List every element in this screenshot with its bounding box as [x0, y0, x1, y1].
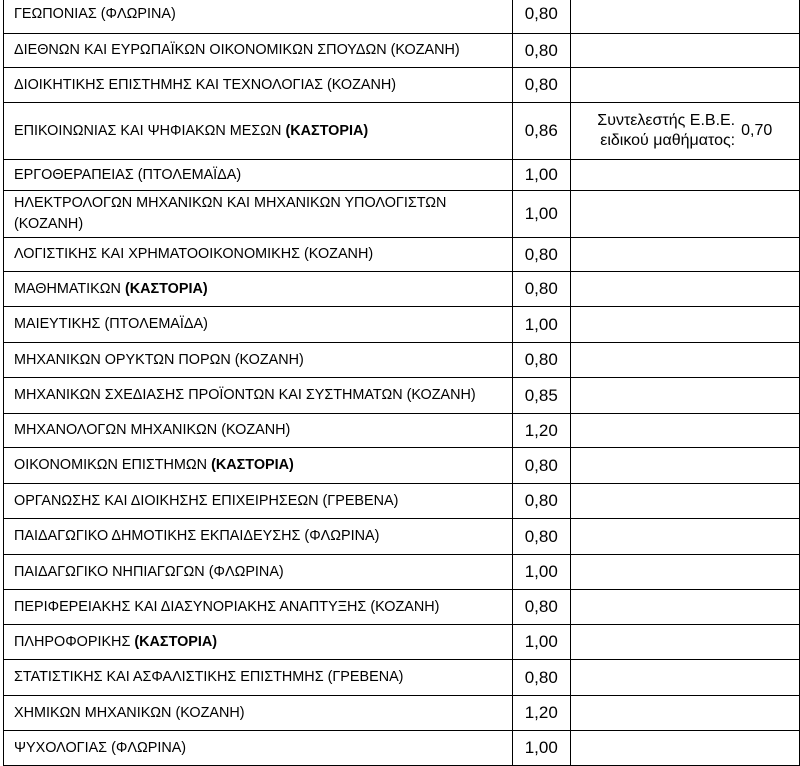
department-name: ΜΗΧΑΝΙΚΩΝ ΣΧΕΔΙΑΣΗΣ ΠΡΟΪΟΝΤΩΝ ΚΑΙ ΣΥΣΤΗΜΑΤΩΝ (ΚΟΖΑΝΗ): [14, 387, 476, 403]
department-name: ΕΡΓΟΘΕΡΑΠΕΙΑΣ (ΠΤΟΛΕΜΑΪΔΑ): [14, 166, 242, 183]
table-row: [4, 448, 800, 484]
department-name: ΜΗΧΑΝΙΚΩΝ ΟΡΥΚΤΩΝ ΠΟΡΩΝ (ΚΟΖΑΝΗ): [14, 351, 304, 368]
note-cell: [570, 731, 799, 766]
note-cell: [570, 307, 799, 343]
department-cell: [4, 103, 513, 160]
department-name: ΛΟΓΙΣΤΙΚΗΣ ΚΑΙ ΧΡΗΜΑΤΟΟΙΚΟΝΟΜΙΚΗΣ (ΚΟΖΑΝΗ): [14, 246, 374, 262]
note-cell: [570, 625, 799, 660]
table-row: [4, 696, 800, 731]
department-name: ΨΥΧΟΛΟΓΙΑΣ (ΦΛΩΡΙΝΑ): [14, 739, 187, 756]
department-cell: [4, 448, 513, 484]
coefficient-cell: 0,86: [512, 103, 570, 160]
coefficient-cell: 0,80: [512, 343, 570, 378]
department-cell: [4, 660, 513, 696]
coefficient-cell: 1,00: [512, 191, 570, 238]
coefficient-cell: 0,80: [512, 448, 570, 484]
note-cell: [570, 0, 799, 34]
department-name: ΕΠΙΚΟΙΝΩΝΙΑΣ ΚΑΙ ΨΗΦΙΑΚΩΝ ΜΕΣΩΝ: [14, 122, 286, 139]
department-name: ΠΕΡΙΦΕΡΕΙΑΚΗΣ ΚΑΙ ΔΙΑΣΥΝΟΡΙΑΚΗΣ ΑΝΑΠΤΥΞΗΣ (ΚΟΖΑΝΗ): [14, 598, 440, 615]
coefficient-cell: 0,85: [512, 378, 570, 414]
department-cell: [4, 625, 513, 660]
department-cell: [4, 34, 513, 68]
department-name: ΣΤΑΤΙΣΤΙΚΗΣ ΚΑΙ ΑΣΦΑΛΙΣΤΙΚΗΣ ΕΠΙΣΤΗΜΗΣ (ΓΡΕΒΕΝΑ): [14, 669, 404, 685]
note-cell: [570, 414, 799, 448]
note-cell: [570, 660, 799, 696]
department-cell: [4, 696, 513, 731]
department-cell: [4, 731, 513, 766]
table-row: [4, 191, 800, 238]
department-name: ΔΙΟΙΚΗΤΙΚΗΣ ΕΠΙΣΤΗΜΗΣ ΚΑΙ ΤΕΧΝΟΛΟΓΙΑΣ (ΚΟΖΑΝΗ): [14, 76, 397, 93]
note-cell: [570, 519, 799, 555]
department-name: ΔΙΕΘΝΩΝ ΚΑΙ ΕΥΡΩΠΑΪΚΩΝ ΟΙΚΟΝΟΜΙΚΩΝ ΣΠΟΥΔΩΝ (ΚΟΖΑΝΗ): [14, 42, 460, 58]
coefficient-cell: 1,00: [512, 555, 570, 590]
department-name: ΠΑΙΔΑΓΩΓΙΚΟ ΔΗΜΟΤΙΚΗΣ ΕΚΠΑΙΔΕΥΣΗΣ (ΦΛΩΡΙΝΑ): [14, 528, 380, 544]
department-cell: [4, 343, 513, 378]
department-cell: [4, 191, 513, 238]
department-name: ΜΗΧΑΝΟΛΟΓΩΝ ΜΗΧΑΝΙΚΩΝ (ΚΟΖΑΝΗ): [14, 422, 291, 438]
table-row: [4, 307, 800, 343]
coefficient-cell: 0,80: [512, 519, 570, 555]
table-body: [4, 0, 800, 766]
note-cell: [570, 696, 799, 731]
coefficient-cell: 0,80: [512, 660, 570, 696]
location-bold: (ΚΑΣΤΟΡΙΑ): [285, 122, 369, 139]
coefficient-cell: 0,80: [512, 34, 570, 68]
coefficient-cell: 0,80: [512, 272, 570, 307]
department-cell: [4, 68, 513, 103]
department-cell: [4, 519, 513, 555]
department-cell: [4, 307, 513, 343]
coefficient-cell: 1,00: [512, 160, 570, 191]
coefficient-cell: 0,80: [512, 590, 570, 625]
department-cell: [4, 378, 513, 414]
department-cell: [4, 0, 513, 34]
note-cell: [570, 160, 799, 191]
coefficient-cell: 1,00: [512, 625, 570, 660]
note-cell: [570, 238, 799, 272]
department-cell: [4, 414, 513, 448]
department-name: ΓΕΩΠΟΝΙΑΣ (ΦΛΩΡΙΝΑ): [14, 5, 176, 22]
note-cell: [570, 34, 799, 68]
ebe-note-line2: ειδικού μαθήματος:: [600, 132, 736, 149]
ebe-note-value: 0,70: [741, 122, 773, 139]
table-row: [4, 519, 800, 555]
department-name: ΠΛΗΡΟΦΟΡΙΚΗΣ: [14, 633, 135, 650]
department-name: ΗΛΕΚΤΡΟΛΟΓΩΝ ΜΗΧΑΝΙΚΩΝ ΚΑΙ ΜΗΧΑΝΙΚΩΝ ΥΠΟΛΟΓΙΣΤΩΝ (ΚΟΖΑΝΗ): [14, 195, 447, 232]
coefficient-cell: 0,80: [512, 238, 570, 272]
table-row: [4, 160, 800, 191]
table-row: [4, 590, 800, 625]
table-row: [4, 484, 800, 519]
ebe-note-line1: Συντελεστής Ε.Β.Ε.: [597, 112, 736, 129]
ebe-note-label: [597, 111, 735, 151]
note-cell: [570, 448, 799, 484]
table-row: [4, 625, 800, 660]
table-row: [4, 343, 800, 378]
location-bold: (ΚΑΣΤΟΡΙΑ): [134, 633, 218, 650]
table-row: [4, 0, 800, 34]
table-row: [4, 238, 800, 272]
coefficient-cell: 1,20: [512, 696, 570, 731]
note-cell: [570, 191, 799, 238]
table-row: [4, 660, 800, 696]
coefficient-cell: 1,20: [512, 414, 570, 448]
department-name: ΧΗΜΙΚΩΝ ΜΗΧΑΝΙΚΩΝ (ΚΟΖΑΝΗ): [14, 704, 245, 721]
coefficient-cell: 0,80: [512, 0, 570, 34]
coefficient-cell: 1,00: [512, 307, 570, 343]
location-bold: (ΚΑΣΤΟΡΙΑ): [211, 457, 294, 473]
table-row: [4, 103, 800, 160]
department-name: ΜΑΘΗΜΑΤΙΚΩΝ: [14, 280, 125, 297]
department-cell: [4, 272, 513, 307]
table-row: [4, 555, 800, 590]
note-cell: [570, 555, 799, 590]
note-cell: [570, 343, 799, 378]
coefficient-cell: 0,80: [512, 484, 570, 519]
note-cell: [570, 68, 799, 103]
table-row: [4, 731, 800, 766]
department-cell: [4, 160, 513, 191]
department-cell: [4, 555, 513, 590]
department-name: ΠΑΙΔΑΓΩΓΙΚΟ ΝΗΠΙΑΓΩΓΩΝ (ΦΛΩΡΙΝΑ): [14, 563, 284, 580]
note-cell: [570, 272, 799, 307]
department-name: ΟΙΚΟΝΟΜΙΚΩΝ ΕΠΙΣΤΗΜΩΝ: [14, 457, 212, 473]
coefficients-table: [3, 0, 800, 766]
table-row: [4, 414, 800, 448]
note-cell: [570, 378, 799, 414]
table-row: [4, 68, 800, 103]
department-name: ΜΑΙΕΥΤΙΚΗΣ (ΠΤΟΛΕΜΑΪΔΑ): [14, 316, 208, 332]
note-cell: [570, 590, 799, 625]
coefficient-cell: 0,80: [512, 68, 570, 103]
note-cell: [570, 103, 799, 160]
coefficient-cell: 1,00: [512, 731, 570, 766]
table-row: [4, 378, 800, 414]
location-bold: (ΚΑΣΤΟΡΙΑ): [124, 280, 208, 297]
table-row: [4, 34, 800, 68]
department-cell: [4, 484, 513, 519]
ebe-coefficient-note: [571, 111, 799, 151]
department-name: ΟΡΓΑΝΩΣΗΣ ΚΑΙ ΔΙΟΙΚΗΣΗΣ ΕΠΙΧΕΙΡΗΣΕΩΝ (ΓΡΕΒΕΝΑ): [14, 492, 399, 509]
note-cell: [570, 484, 799, 519]
table-row: [4, 272, 800, 307]
department-cell: [4, 238, 513, 272]
department-cell: [4, 590, 513, 625]
